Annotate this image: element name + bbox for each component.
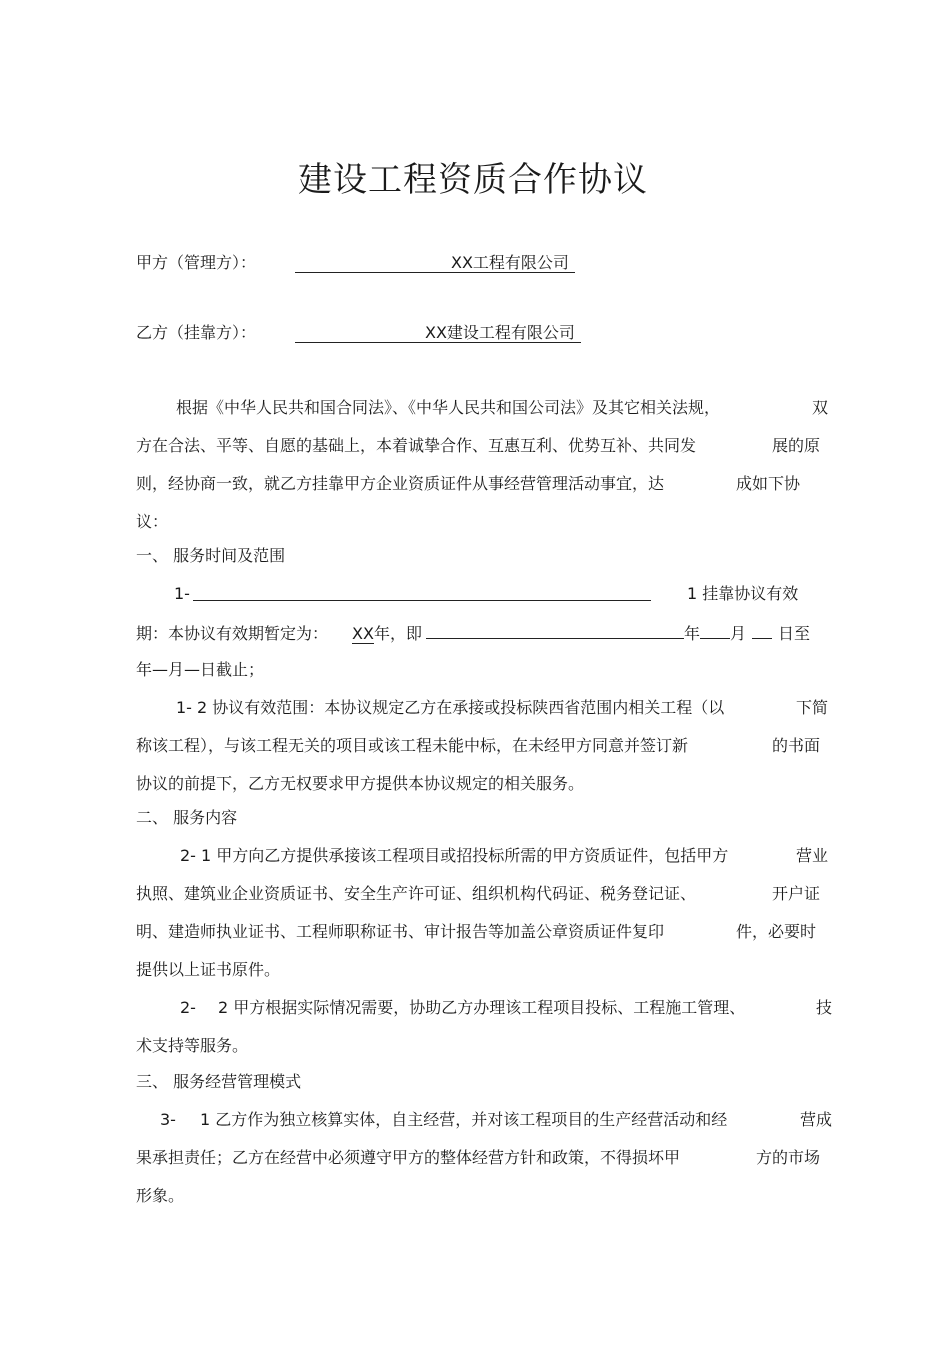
clause-2-2-line-1-end: 技 [816, 998, 833, 1017]
preamble-line-3-end: 成如下协 [736, 474, 801, 493]
clause-2-1-line-1-end: 营业 [796, 846, 829, 865]
party-b-label: 乙方（挂靠方）： [136, 323, 257, 342]
party-a-underline [295, 251, 451, 273]
preamble-line-2-end: 展的原 [772, 436, 821, 455]
clause-1-2-line-1: 1- 2 协议有效范围：本协议规定乙方在承接或投标陕西省范围内相关工程（以 [176, 698, 725, 717]
preamble-line-4: 议： [136, 512, 169, 531]
clause-1-2-line-1-end: 下简 [796, 698, 829, 717]
year-label: 年 [683, 624, 700, 643]
clause-3-1-line-1: 1 乙方作为独立核算实体，自主经营，并对该工程项目的生产经营活动和经 [200, 1110, 728, 1129]
clause-2-1-line-3-end: 件，必要时 [736, 922, 817, 941]
clause-3-1-line-2: 果承担责任；乙方在经营中必须遵守甲方的整体经营方针和政策，不得损坏甲 [136, 1148, 681, 1167]
clause-2-1-line-4: 提供以上证书原件。 [136, 960, 281, 979]
date-blank [426, 620, 684, 639]
preamble-line-3: 则，经协商一致，就乙方挂靠甲方企业资质证件从事经营管理活动事宜，达 [136, 474, 665, 493]
clause-1-1-line-2-text: 期：本协议有效期暂定为： [136, 624, 329, 643]
clause-1-1-blank [193, 582, 651, 608]
day-blank [752, 620, 772, 639]
party-b-name: XX建设工程有限公司 [425, 321, 581, 343]
clause-2-2-line-1: 2 甲方根据实际情况需要，协助乙方办理该工程项目投标、工程施工管理、 [218, 998, 746, 1017]
clause-2-2-line-2: 术支持等服务。 [136, 1036, 249, 1055]
preamble-line-2: 方在合法、平等、自愿的基础上，本着诚挚合作、互惠互利、优势互补、共同发 [136, 436, 697, 455]
clause-2-1-line-2-end: 开户证 [772, 884, 821, 903]
section-2-heading: 二、 服务内容 [136, 808, 238, 827]
party-b-underline [295, 321, 425, 343]
clause-1-1-year-text: 年，即 [373, 624, 422, 643]
month-blank [700, 620, 730, 639]
party-b-row [136, 321, 575, 345]
clause-3-1-line-1-end: 营成 [800, 1110, 833, 1129]
day-label: 日至 [777, 624, 810, 643]
party-a-label: 甲方（管理方）： [136, 253, 257, 272]
clause-1-2-line-2: 称该工程），与该工程无关的项目或该工程未能中标，在未经甲方同意并签订新 [136, 736, 689, 755]
clause-2-1-line-2: 执照、建筑业企业资质证书、安全生产许可证、组织机构代码证、税务登记证、 [136, 884, 697, 903]
party-a-name: XX工程有限公司 [451, 251, 575, 273]
section-1-heading: 一、 服务时间及范围 [136, 546, 286, 565]
section-3-heading: 三、 服务经营管理模式 [136, 1072, 302, 1091]
clause-2-1-line-1: 2- 1 甲方向乙方提供承接该工程项目或招投标所需的甲方资质证件，包括甲方 [180, 846, 729, 865]
party-a-row [136, 251, 569, 275]
preamble-line-1-end: 双 [812, 398, 829, 417]
month-label: 月 [729, 624, 746, 643]
clause-2-1-line-3: 明、建造师执业证书、工程师职称证书、审计报告等加盖公章资质证件复印 [136, 922, 665, 941]
clause-3-1-number: 3- [160, 1110, 176, 1129]
clause-1-2-line-2-end: 的书面 [772, 736, 821, 755]
clause-1-1-number: 1- [174, 584, 190, 603]
clause-1-1-line-1-end: 1 挂靠协议有效 [687, 584, 799, 603]
page-title: 建设工程资质合作协议 [298, 160, 648, 200]
preamble-line-1: 根据《中华人民共和国合同法》、《中华人民共和国公司法》及其它相关法规， [176, 398, 721, 417]
clause-1-2-line-3: 协议的前提下，乙方无权要求甲方提供本协议规定的相关服务。 [136, 774, 585, 793]
clause-1-1-line-2 [136, 620, 810, 646]
clause-1-1-line-3: 年—月—日截止； [136, 660, 265, 679]
clause-3-1-line-2-end: 方的市场 [756, 1148, 821, 1167]
clause-3-1-line-3: 形象。 [136, 1186, 185, 1205]
clause-2-2-number: 2- [180, 998, 196, 1017]
years-value: XX [352, 624, 374, 643]
